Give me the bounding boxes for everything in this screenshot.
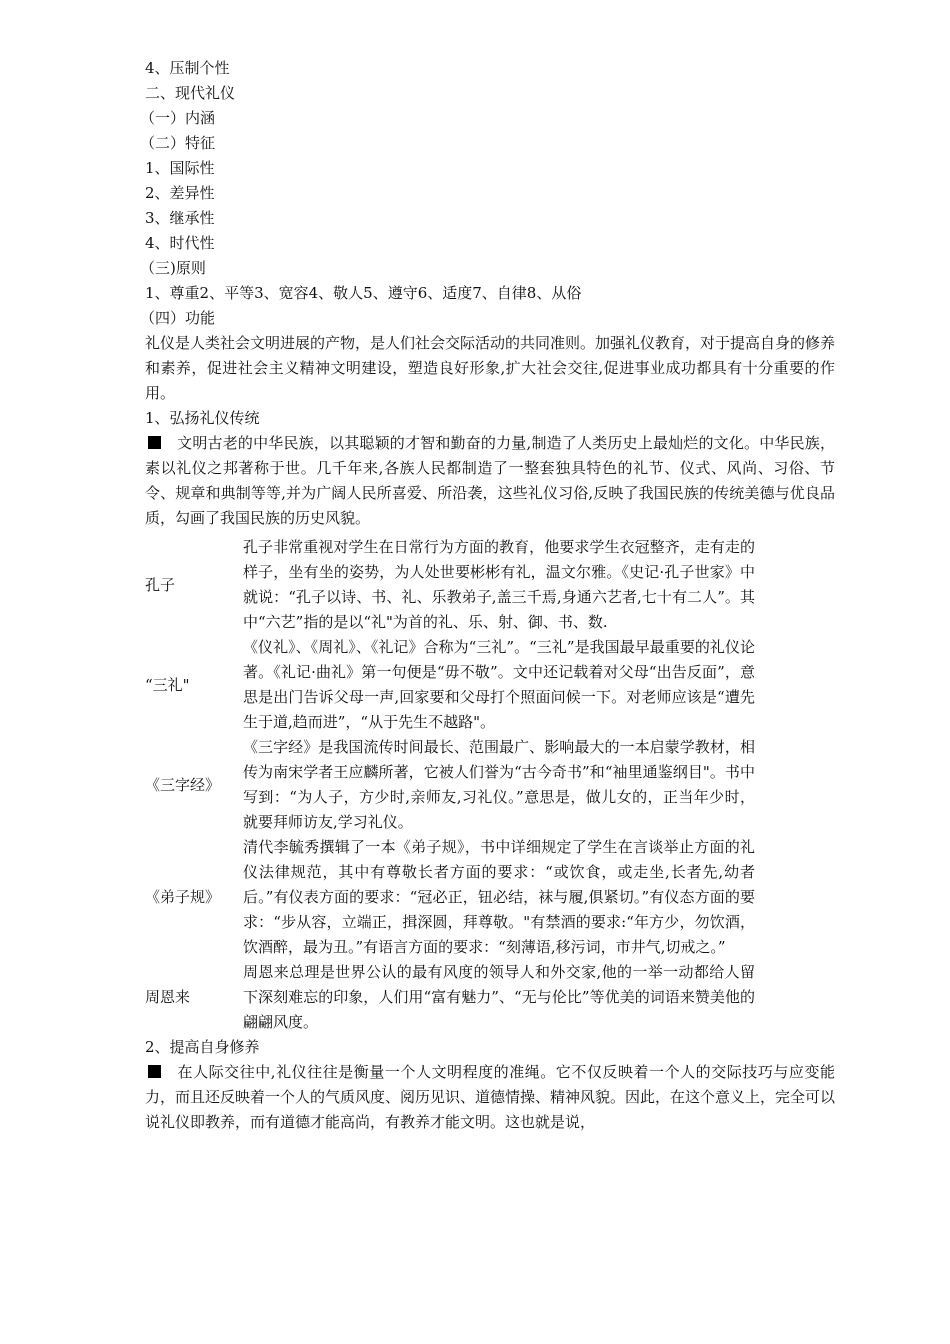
examples-table [145, 535, 755, 1035]
outline-line: （二）特征 [140, 134, 216, 152]
outline-line: 3、继承性 [145, 209, 215, 227]
example-label: 《三字经》 [145, 775, 221, 794]
example-text: 《三字经》是我国流传时间最长、范围最广、影响最大的一本启蒙学教材，相传为南宋学者王应麟所著，它被人们誉为“古今奇书”和“袖里通鉴纲目"。书中写到：“为人子，方少时,亲师友,习礼仪。”意思是，做儿女的，正当年少时，就要拜师访友,学习礼仪。 [243, 738, 755, 831]
example-text: 清代李毓秀撰辑了一本《弟子规》，书中详细规定了学生在言谈举止方面的礼仪法律规范，其中有尊敬长者方面的要求：“或饮食，或走坐,长者先,幼者后。”有仪表方面的要求：“冠必正，钮必结，袜与履,俱紧切。”有仪态方面的要求：“步从容，立端正，揖深圆，拜尊敬。"有禁酒的要求:“年方少，勿饮酒，饮酒醉，最为丑。”有语言方面的要求：“刻薄语,移污词，市井气,切戒之。” [243, 838, 755, 956]
example-text: 《仪礼》、《周礼》、《礼记》合称为“三礼”。“三礼”是我国最早最重要的礼仪论著。《礼记·曲礼》第一句便是“毋不敬”。文中还记载着对父母“出告反面”，意思是出门告诉父母一声,回家要和父母打个照面问候一下。对老师应该是“遭先生于道,趋而进”，“从于先生不越路"。 [243, 638, 755, 731]
function-paragraph: 礼仪是人类社会文明进展的产物，是人们社会交际活动的共同准则。加强礼仪教育，对于提高自身的修养和素养，促进社会主义精神文明建设，塑造良好形象,扩大社会交往,促进事业成功都具有十分重要的作用。 [145, 334, 836, 402]
outline-line: （三)原则 [140, 259, 206, 277]
example-row [145, 735, 755, 835]
outline-line: （四）功能 [140, 309, 216, 327]
section-heading: 1、弘扬礼仪传统 [145, 409, 260, 427]
example-label: 周恩来 [145, 988, 191, 1006]
tradition-paragraph-text: 文明古老的中华民族，以其聪颖的才智和勤奋的力量,制造了人类历史上最灿烂的文化。中华民族，素以礼仪之邦著称于世。几千年来,各族人民都制造了一整套独具特色的礼节、仪式、风尚、习俗、节令、规章和典制等等,并为广阔人民所喜爱、所沿袭，这些礼仪习俗,反映了我国民族的传统美德与优良品质，勾画了我国民族的历史风貌。 [145, 434, 835, 527]
outline-line: 4、时代性 [145, 234, 215, 252]
example-row [145, 535, 755, 635]
example-text: 孔子非常重视对学生在日常行为方面的教育，他要求学生衣冠整齐，走有走的样子，坐有坐的姿势，为人处世要彬彬有礼，温文尔雅。《史记·孔子世家》中就说：“孔子以诗、书、礼、乐教弟子,盖三千焉,身通六艺者,七十有二人”。其中“六艺”指的是以“礼"为首的礼、乐、射、御、书、数. [243, 538, 755, 631]
example-label: 孔子 [145, 575, 176, 594]
example-label: 《弟子规》 [145, 888, 221, 906]
outline-line: 4、压制个性 [145, 59, 230, 77]
section-heading: 2、提高自身修养 [145, 1038, 260, 1056]
principles-line: 1、尊重2、平等3、宽容4、敬人5、遵守6、适度7、自律8、从俗 [145, 284, 582, 302]
example-row [145, 960, 755, 1035]
self-cultivation-paragraph [145, 1060, 835, 1135]
self-cultivation-paragraph-text: 在人际交往中,礼仪往往是衡量一个人文明程度的准绳。它不仅反映着一个人的交际技巧与应变能力，而且还反映着一个人的气质风度、阅历见识、道德情操、精神风貌。因此，在这个意义上，完全可以说礼仪即教养，而有道德才能高尚，有教养才能文明。这也就是说， [145, 1063, 836, 1131]
example-row [145, 635, 755, 735]
tradition-paragraph [145, 431, 835, 531]
outline-line: 1、国际性 [145, 159, 215, 177]
square-bullet-icon [148, 436, 161, 449]
document-page [140, 56, 836, 1135]
example-text: 周恩来总理是世界公认的最有风度的领导人和外交家,他的一举一动都给人留下深刻难忘的印象，人们用“富有魅力”、“无与伦比”等优美的词语来赞美他的翩翩风度。 [243, 963, 755, 1031]
outline-line: 2、差异性 [145, 184, 215, 202]
example-row [145, 835, 755, 960]
outline-line: （一）内涵 [140, 109, 216, 127]
section-heading: 二、现代礼仪 [145, 84, 236, 102]
square-bullet-icon [148, 1065, 161, 1078]
example-label: “三礼" [145, 675, 190, 694]
